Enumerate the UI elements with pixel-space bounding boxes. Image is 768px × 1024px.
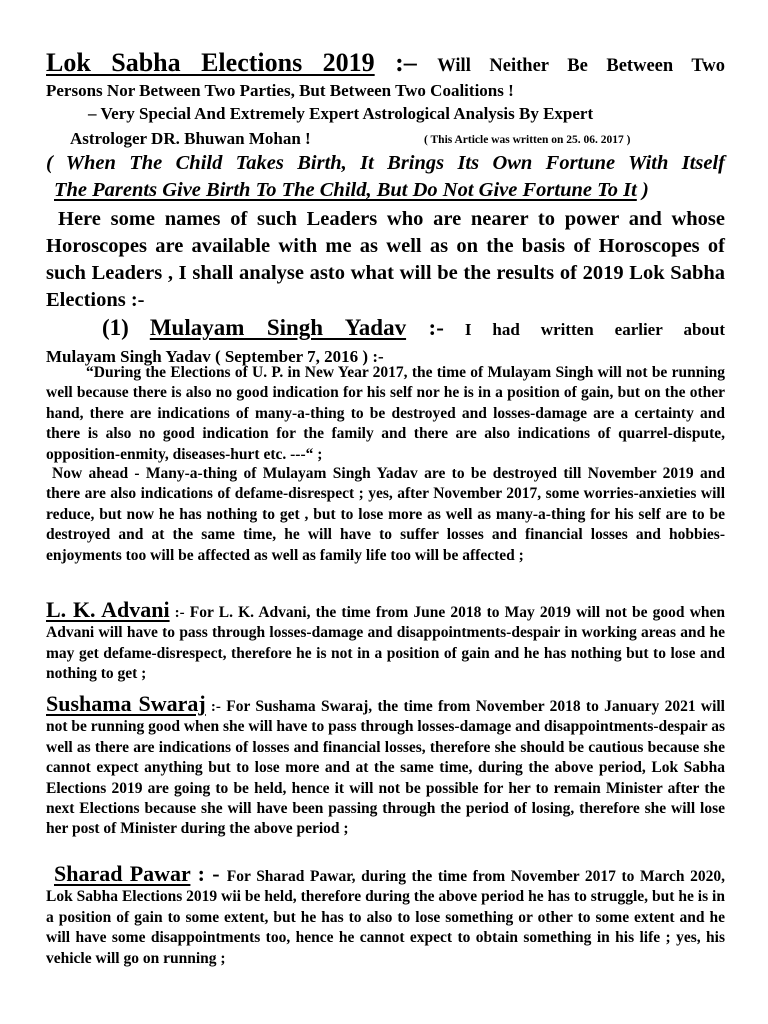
title-subtitle-part1: Will Neither Be Between Two (437, 56, 725, 76)
advani-colon: :- (169, 605, 185, 621)
title-line (46, 48, 725, 82)
sushama-text: For Sushama Swaraj, the time from November 2018 to January 2021 will not be running good when she will have to pass through losses-damage and disappointments-despair as well as there are indications of losses and financial losses, therefore she should be cautious because she cannot expect anything but to lose more and at the same time, during the above period, Lok Sabha Elections 2019 are going to be held, hence it will not be possible for her to remain Minister after the next Elections because she will have been passing through the period of losing, therefore she will lose her post of Minister during the above period ; (46, 698, 725, 838)
mulayam-lead2: Mulayam Singh Yadav ( September 7, 2016 ) :- (46, 347, 384, 366)
mulayam-now-ahead-text: Now ahead - Many-a-thing of Mulayam Singh Yadav are to be destroyed till November 2019 and there are also indications of defame-disrespect ; yes, after November 2017, some worries-anxieties will reduce, but now he has nothing to get , but to lose more as well as many-a-thing for his self are to be destroyed and at the same time, he will have to suffer losses and financial losses and hobbies-enjoyments too will be affected as well as family life too will be affected ; (46, 465, 725, 564)
proverb-quote (46, 150, 725, 204)
mulayam-quoted-text: “During the Elections of U. P. in New Year 2017, the time of Mulayam Singh will not be running well because there is also no good indication for his self nor he is in a position of gain, but on the other hand, there are indications of many-a-thing to be destroyed and losses-damage are a certainty and there is also no good indication for the family and there are also indications of quarrel-dispute, opposition-enmity, diseases-hurt etc. ---“ ; (46, 364, 725, 463)
byline-line2: Astrologer DR. Bhuwan Mohan ! (70, 129, 311, 148)
pawar-colon: : - (190, 861, 227, 886)
mulayam-quoted-paragraph (46, 363, 725, 465)
mulayam-heading (46, 314, 725, 370)
sushama-colon: :- (205, 699, 221, 715)
written-date-note: ( This Article was written on 25. 06. 2017 ) (424, 134, 631, 146)
advani-text: For L. K. Advani, the time from June 2018 to May 2019 will not be good when Advani will have to pass through losses-damage and disappointments-despair in working areas and he may get defame-disrespect, therefore he is not in a position of gain and he has nothing but to lose and nothing to get ; (46, 604, 726, 683)
title-subtitle-part2: Persons Nor Between Two Parties, But Between Two Coalitions ! (46, 81, 514, 100)
byline-line1: – Very Special And Extremely Expert Astrological Analysis By Expert (88, 104, 594, 123)
advani-name: L. K. Advani (46, 597, 170, 622)
intro-paragraph (46, 206, 725, 314)
byline-line2-row (70, 129, 725, 149)
mulayam-name: Mulayam Singh Yadav (149, 315, 407, 340)
pawar-section (46, 861, 726, 969)
mulayam-now-ahead-paragraph (46, 464, 725, 566)
mulayam-number: (1) (102, 315, 129, 340)
sushama-section (46, 691, 725, 840)
quote-line1: ( When The Child Takes Birth, It Brings Its Own Fortune With Itself (46, 152, 725, 174)
mulayam-colon: :- (406, 315, 444, 340)
intro-text: Here some names of such Leaders who are nearer to power and whose Horoscopes are available with me as well as on the basis of Horoscopes of such Leaders , I shall analyse asto what will be the results of 2019 Lok Sabha Elections :- (46, 208, 725, 311)
quote-line2: The Parents Give Birth To The Child, But Do Not Give Fortune To It (54, 179, 637, 201)
title-separator: :– (374, 48, 438, 77)
sushama-name: Sushama Swaraj (46, 691, 206, 716)
page-title: Lok Sabha Elections 2019 (46, 48, 375, 77)
mulayam-lead: I had written earlier about (443, 320, 726, 339)
pawar-text: For Sharad Pawar, during the time from November 2017 to March 2020, Lok Sabha Elections 2019 wii be held, therefore during the above period he has to struggle, but he is in a position of gain to some extent, but he has to also to lose something or other to some extent and he will have some disappointments too, hence he cannot expect to obtain something in his life ; yes, his vehicle will go on running ; (46, 868, 726, 967)
advani-section (46, 597, 726, 685)
pawar-name: Sharad Pawar (54, 861, 191, 886)
quote-line2-end: ) (636, 179, 649, 201)
